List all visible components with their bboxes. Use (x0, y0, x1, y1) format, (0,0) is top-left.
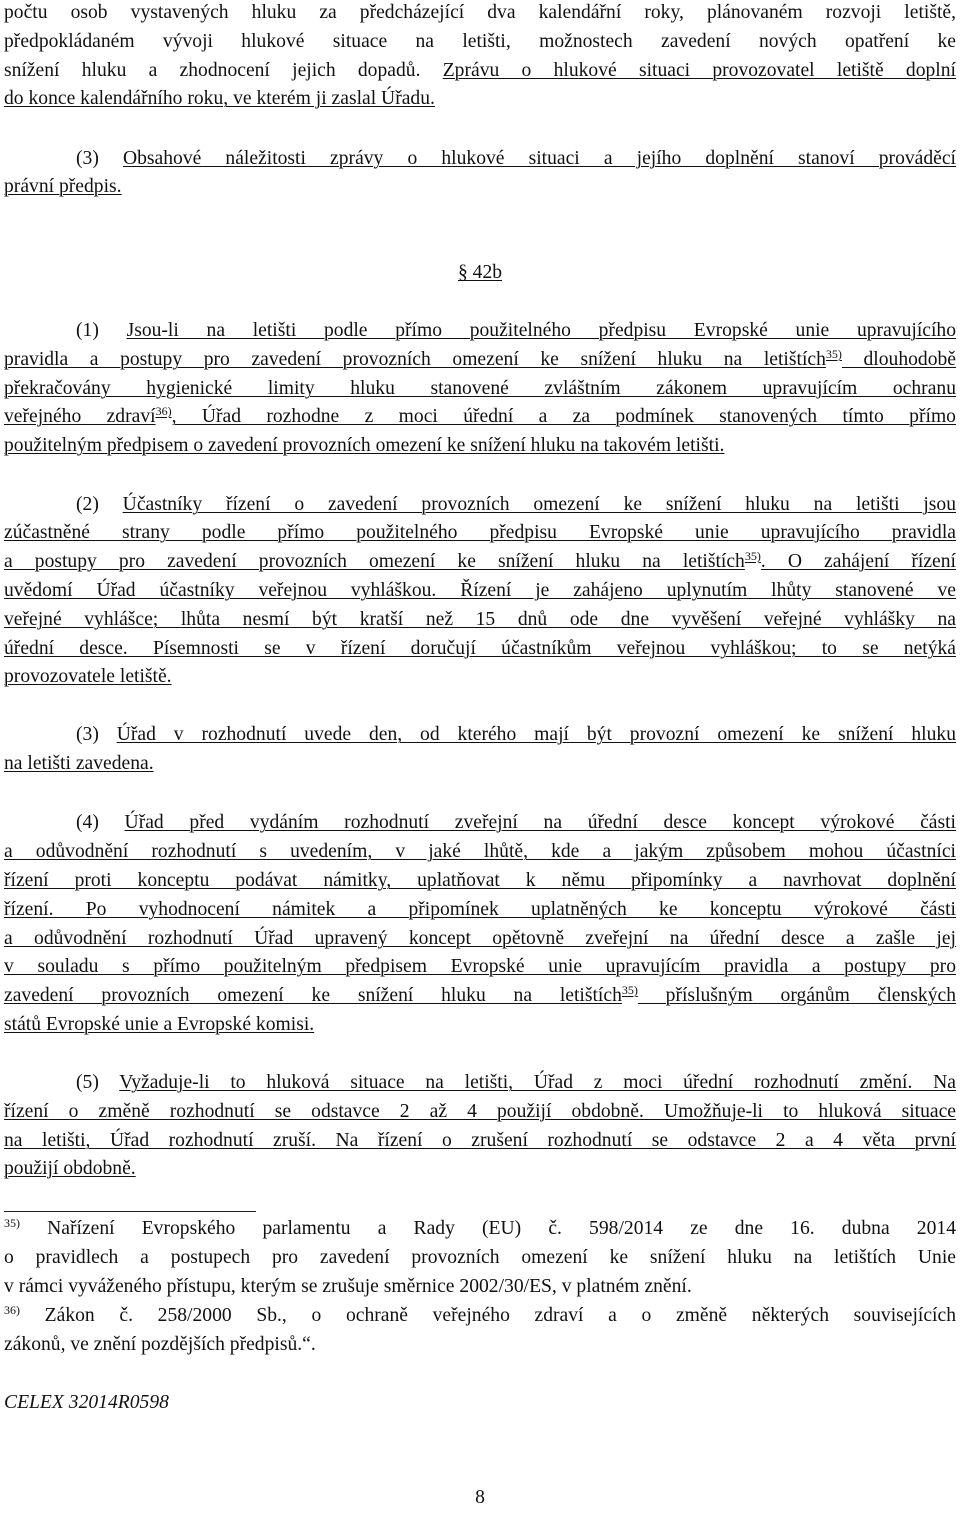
page-number: 8 (475, 1487, 485, 1508)
text-line: zavedení provozních omezení ke snížení hluku na letištích$^{35)}$ příslušným orgánům členských (4, 983, 956, 1006)
footnote-ref: 35) (744, 549, 761, 563)
text-line: uvědomí Úřad účastníky veřejnou vyhláškou. Řízení je zahájeno uplynutím lhůty stanovené ve (4, 580, 956, 601)
text-line: (3) Úřad v rozhodnutí uvede den, od kterého mají být provozní omezení ke snížení hluku (76, 724, 957, 745)
footnote-36: $^{36)}$ Zákon č. 258/2000 Sb., o ochraně veřejného zdraví a o změně některých souvisejících (4, 1303, 956, 1326)
text-line: provozovatele letiště. (4, 666, 172, 687)
section-heading: § 42b (457, 262, 503, 283)
text-line: předpokládaném vývoji hlukové situace na letišti, možnostech zavedení nových opatření ke (4, 31, 956, 52)
text-line: snížení hluku a zhodnocení jejich dopadů. Zprávu o hlukové situaci provozovatel letiště doplní (4, 60, 956, 81)
text-line: překračovány hygienické limity hluku stanovené zvláštním zákonem upravujícím ochranu (4, 378, 956, 399)
text-line: (2) Účastníky řízení o zavedení provozních omezení ke snížení hluku na letišti jsou (76, 494, 956, 515)
text-line: států Evropské unie a Evropské komisi. (4, 1014, 315, 1035)
text-line: a odůvodnění rozhodnutí s uvedením, v jaké lhůtě, kde a jakým způsobem mohou účastníci (4, 841, 956, 862)
text-line: do konce kalendářního roku, ve kterém ji zaslal Úřadu. (4, 88, 435, 109)
text-line: a odůvodnění rozhodnutí Úřad upravený koncept opětovně zveřejní na úřední desce a zašle jej (4, 928, 956, 949)
text-line: řízení. Po vyhodnocení námitek a připomínek uplatněných ke konceptu výrokové části (4, 899, 956, 920)
text-line: v rámci vyváženého přístupu, kterým se zrušuje směrnice 2002/30/ES, v platném znění. (4, 1276, 692, 1297)
text-line: na letišti, Úřad rozhodnutí zruší. Na řízení o zrušení rozhodnutí se odstavce 2 a 4 věta první (4, 1130, 956, 1151)
footnote-ref: 35) (825, 347, 842, 361)
footnote-ref: 35) (621, 983, 638, 997)
text-line: (5) Vyžaduje-li to hluková situace na letišti, Úřad z moci úřední rozhodnutí změní. Na (76, 1072, 956, 1093)
text-line: (1) Jsou-li na letišti podle přímo použitelného předpisu Evropské unie upravujícího (76, 320, 956, 341)
text-line: použitelným předpisem o zavedení provozních omezení ke snížení hluku na takovém letišti. (4, 435, 725, 456)
text-line: na letišti zavedena. (4, 753, 154, 774)
text-line: použijí obdobně. (4, 1158, 136, 1179)
text-line: (4) Úřad před vydáním rozhodnutí zveřejní na úřední desce koncept výrokové části (76, 812, 956, 833)
text-line: zákonů, ve znění pozdějších předpisů.“. (4, 1334, 316, 1355)
footnote-35: $^{35)}$ Nařízení Evropského parlamentu a Rady (EU) č. 598/2014 ze dne 16. dubna 2014 (4, 1216, 956, 1239)
text-line: právní předpis. (4, 176, 122, 197)
footnote-separator (4, 1211, 256, 1212)
text-line: pravidla a postupy pro zavedení provozních omezení ke snížení hluku na letištích$^{35)}$ dlouhodobě (4, 347, 956, 370)
text-line: řízení o změně rozhodnutí se odstavce 2 až 4 použijí obdobně. Umožňuje-li to hluková situace (4, 1101, 957, 1122)
text-line: zúčastněné strany podle přímo použitelného předpisu Evropské unie upravujícího pravidla (4, 522, 956, 543)
paragraph-3-line: (3) Obsahové náležitosti zprávy o hlukové situaci a jejího doplnění stanoví prováděcí (76, 148, 956, 169)
text-line: úřední desce. Písemnosti se v řízení doručují účastníkům veřejnou vyhláškou; to se netýká (4, 638, 957, 659)
footnote-ref: 36) (155, 404, 172, 418)
celex-reference: CELEX 32014R0598 (4, 1392, 169, 1413)
text-line: a postupy pro zavedení provozních omezení ke snížení hluku na letištích$^{35)}$. O zahájení řízení (4, 549, 956, 572)
text-line: počtu osob vystavených hluku za předcházející dva kalendářní roky, plánovaném rozvoji letiště, (4, 2, 956, 23)
text-line: veřejného zdraví$^{36)}$, Úřad rozhodne z moci úřední a za podmínek stanovených tímto přímo (4, 404, 956, 427)
text-line: veřejné vyhlášce; lhůta nesmí být kratší než 15 dnů ode dne vyvěšení veřejné vyhlášky na (4, 609, 956, 630)
text-line: v souladu s přímo použitelným předpisem Evropské unie upravujícím pravidla a postupy pro (4, 956, 956, 977)
text-line: o pravidlech a postupech pro zavedení provozních omezení ke snížení hluku na letištích Unie (4, 1247, 956, 1268)
text-line: řízení proti konceptu podávat námitky, uplatňovat k němu připomínky a navrhovat doplnění (4, 870, 956, 891)
